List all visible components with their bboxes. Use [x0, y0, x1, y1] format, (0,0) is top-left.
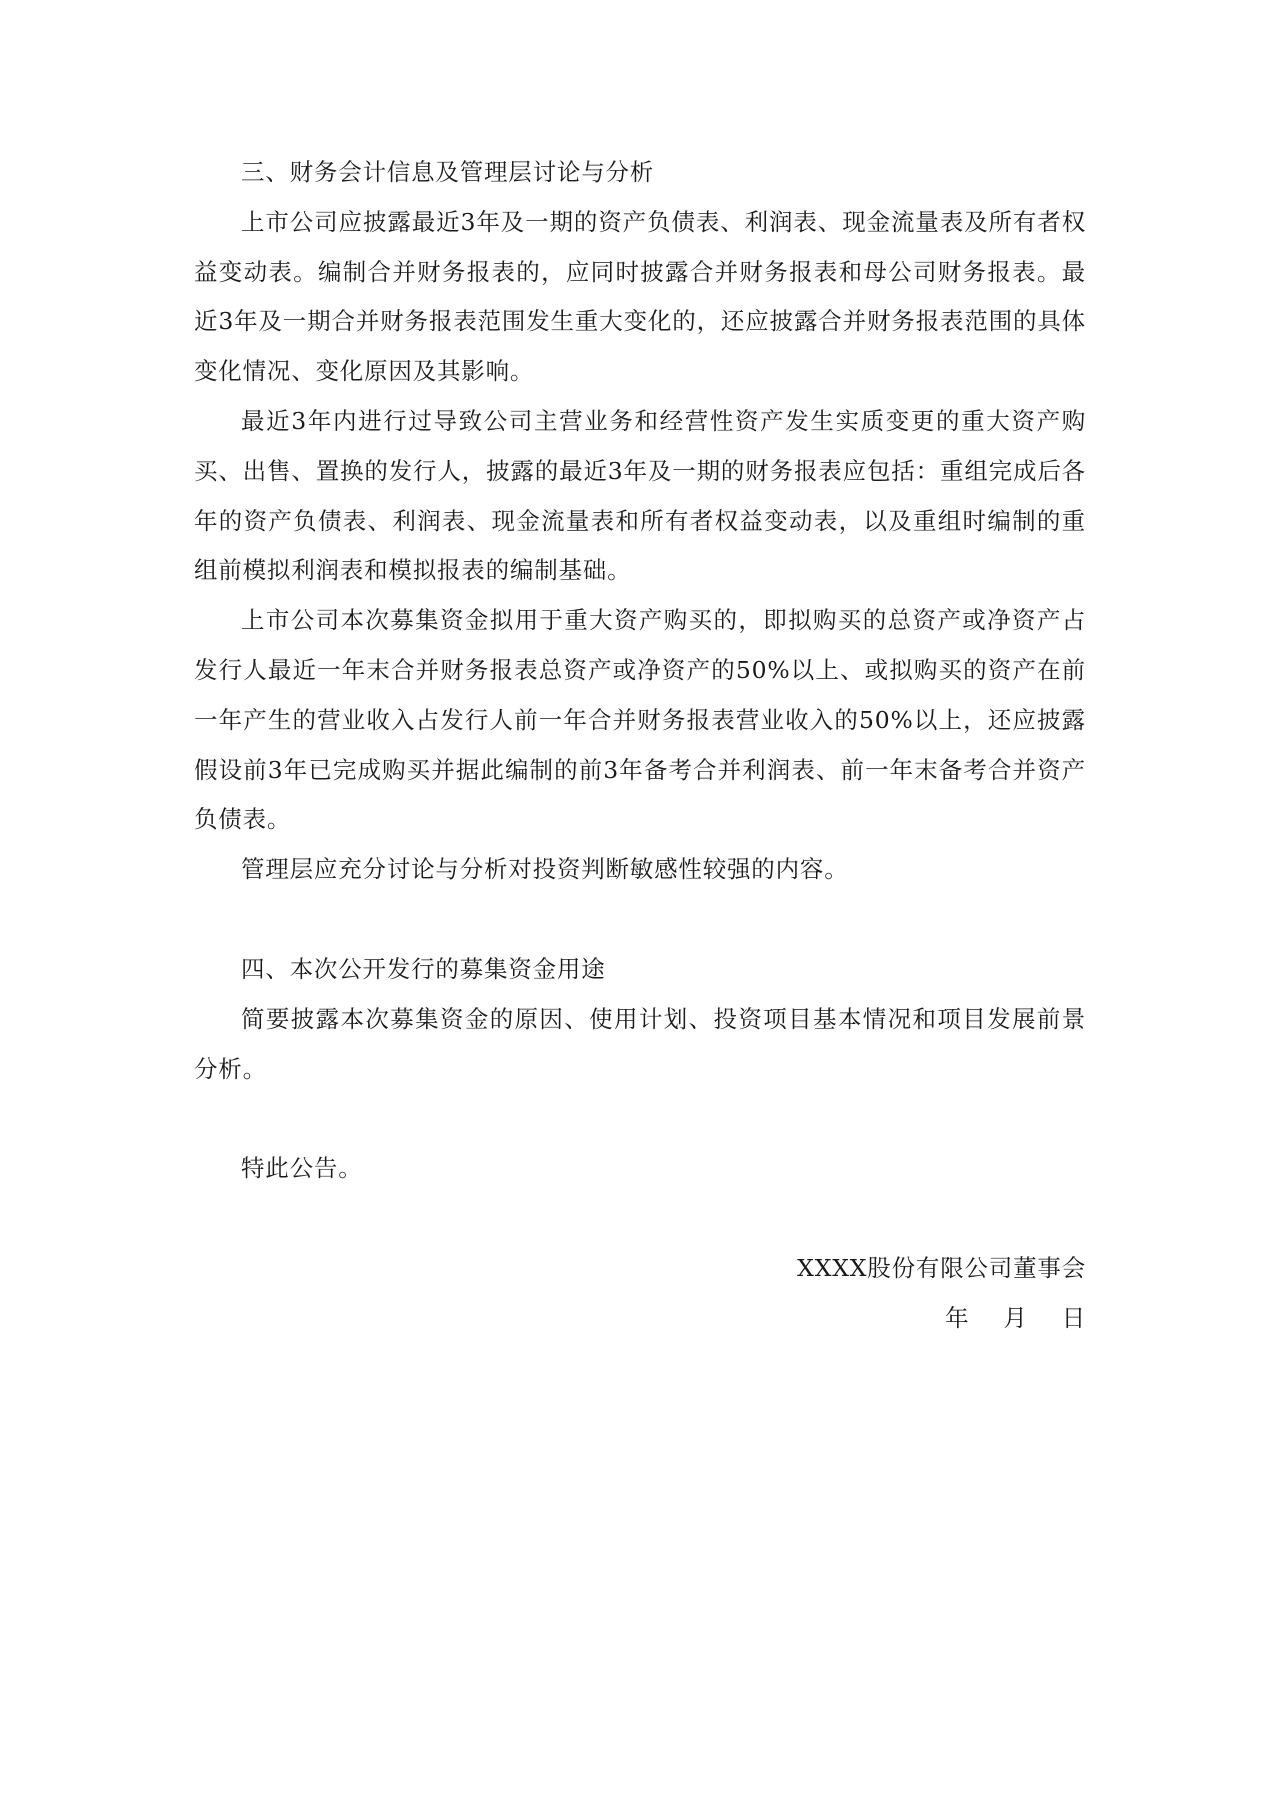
closing-statement: 特此公告。 — [241, 1154, 363, 1183]
section-spacer — [194, 1094, 1086, 1144]
section-heading-financial-info: 三、财务会计信息及管理层讨论与分析 — [241, 158, 655, 186]
paragraph-restructuring: 最近3年内进行过导致公司主营业务和经营性资产发生实质变更的重大资产购买、出售、置换的发行人，披露的最近3年及一期的财务报表应包括：重组完成后各年的资产负债表、利润表、现金流量表和所有者权益变动表，以及重组时编制的重组前模拟利润表和模拟报表的编制基础。 — [194, 406, 1086, 585]
document-body — [194, 148, 1086, 1344]
paragraph-fund-use: 简要披露本次募集资金的原因、使用计划、投资项目基本情况和项目发展前景分析。 — [194, 1004, 1086, 1083]
date-year: 年 — [945, 1303, 970, 1332]
section-heading-fund-use: 四、本次公开发行的募集资金用途 — [241, 954, 606, 983]
paragraph-management-discussion: 管理层应充分讨论与分析对投资判断敏感性较强的内容。 — [241, 855, 849, 884]
date-day: 日 — [1061, 1303, 1086, 1332]
section-spacer — [194, 895, 1086, 945]
signature-date — [194, 1294, 1086, 1344]
date-month: 月 — [1003, 1303, 1028, 1332]
paragraph-asset-purchase: 上市公司本次募集资金拟用于重大资产购买的，即拟购买的总资产或净资产占发行人最近一年末合并财务报表总资产或净资产的50%以上、或拟购买的资产在前一年产生的营业收入占发行人前一年合并财务报表营业收入的50%以上，还应披露假设前3年已完成购买并据此编制的前3年备考合并利润表、前一年末备考合并资产负债表。 — [194, 606, 1086, 834]
section-spacer — [194, 1194, 1086, 1244]
paragraph-financial-statements: 上市公司应披露最近3年及一期的资产负债表、利润表、现金流量表及所有者权益变动表。编制合并财务报表的，应同时披露合并财务报表和母公司财务报表。最近3年及一期合并财务报表范围发生重大变化的，还应披露合并财务报表范围的具体变化情况、变化原因及其影响。 — [194, 207, 1086, 386]
signature-board: XXXX股份有限公司董事会 — [797, 1254, 1086, 1283]
